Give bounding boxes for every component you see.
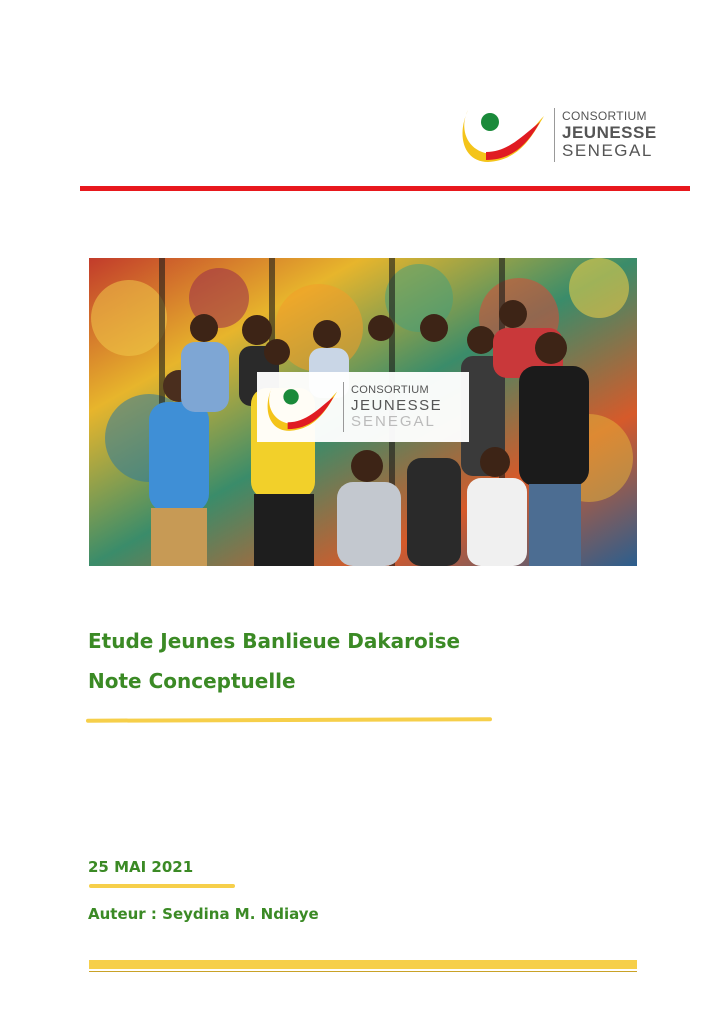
header-divider (80, 186, 690, 191)
cover-photo (89, 258, 637, 566)
logo-line2: JEUNESSE (562, 123, 657, 142)
overlay-logo-line1: CONSORTIUM (351, 384, 429, 396)
overlay-logo-wordmark (351, 385, 442, 429)
date-underline (89, 884, 235, 888)
document-title: Etude Jeunes Banlieue Dakaroise (88, 629, 461, 653)
logo-separator (343, 382, 344, 432)
logo-line3: SENEGAL (562, 141, 653, 160)
logo-separator (554, 108, 555, 162)
footer-line (89, 971, 637, 972)
header-logo (458, 100, 673, 168)
logo-wordmark (562, 110, 657, 159)
overlay-logo-line3: SENEGAL (351, 413, 436, 430)
document-author: Auteur : Seydina M. Ndiaye (88, 905, 319, 923)
title-underline (86, 717, 492, 722)
overlay-logo-line2: JEUNESSE (351, 397, 443, 414)
document-subtitle: Note Conceptuelle (88, 669, 296, 693)
logo-line1: CONSORTIUM (562, 109, 647, 123)
consortium-swoosh-icon (458, 100, 550, 168)
photo-overlay-logo (257, 372, 469, 442)
document-date: 25 MAI 2021 (88, 858, 194, 876)
footer-bar (89, 960, 637, 969)
consortium-swoosh-icon (263, 378, 343, 436)
